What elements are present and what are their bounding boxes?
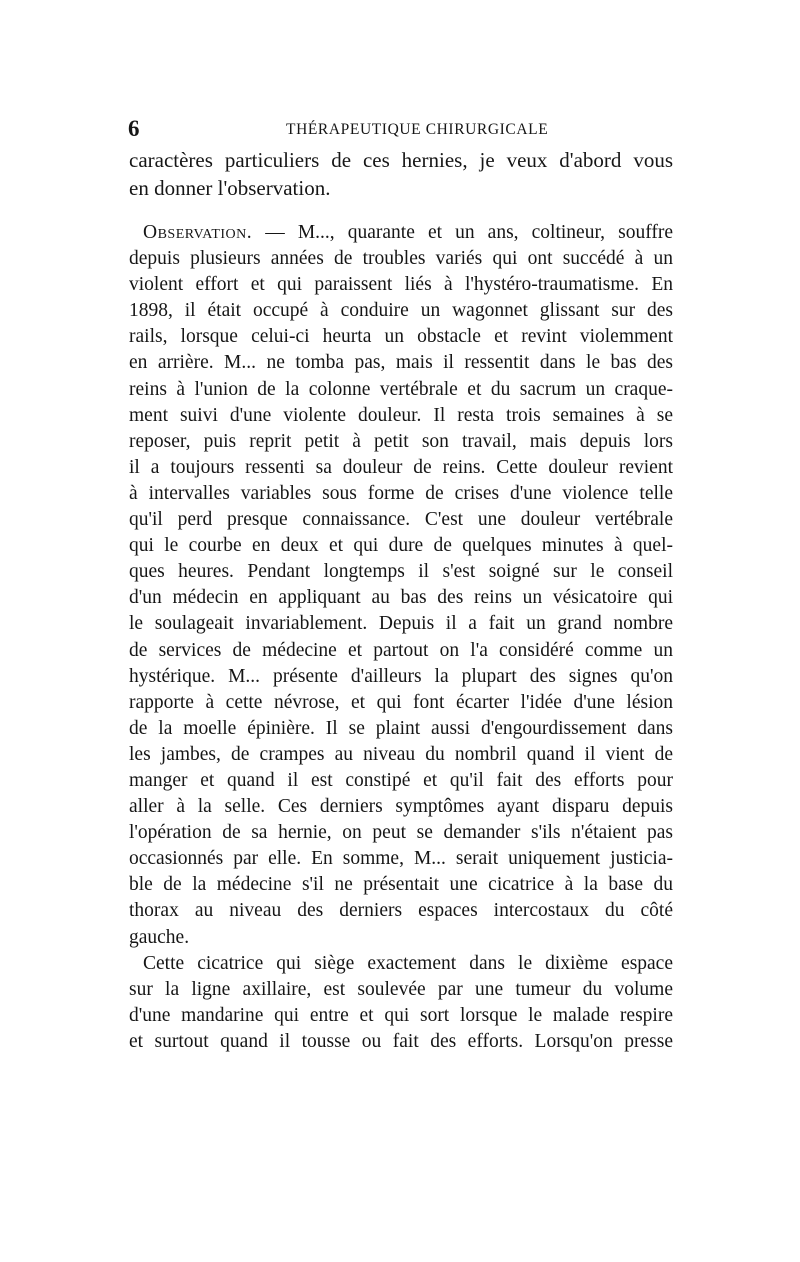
text-line: qu'il perd presque connaissance. C'est une douleur vertébrale (129, 509, 673, 531)
text-line: en donner l'observation. (129, 176, 331, 200)
text-line: manger et quand il est constipé et qu'il fait des efforts pour (129, 769, 673, 791)
text-line: reins à l'union de la colonne vertébrale et du sacrum un craque- (129, 378, 673, 400)
text-line: ment suivi d'une violente douleur. Il resta trois semaines à se (129, 404, 673, 426)
text-line: ques heures. Pendant longtemps il s'est soigné sur le conseil (129, 561, 673, 583)
text-line: sur la ligne axillaire, est soulevée par une tumeur du volume (129, 978, 673, 1000)
intro-paragraph (129, 146, 673, 202)
text-line: reposer, puis reprit petit à petit son travail, mais depuis lors (129, 430, 673, 452)
text-line: ble de la médecine s'il ne présentait une cicatrice à la base du (129, 874, 673, 896)
text-line: qui le courbe en deux et qui dure de quelques minutes à quel- (129, 535, 673, 557)
text-line: Cette cicatrice qui siège exactement dans le dixième espace (143, 952, 673, 974)
text-line: 1898, il était occupé à conduire un wagonnet glissant sur des (129, 300, 673, 322)
text-line: depuis plusieurs années de troubles variés qui ont succédé à un (129, 248, 673, 270)
text-line: d'un médecin en appliquant au bas des reins un vésicatoire qui (129, 587, 673, 609)
text-line: l'opération de sa hernie, on peut se demander s'ils n'étaient pas (129, 822, 673, 844)
text-line: aller à la selle. Ces derniers symptômes ayant disparu depuis (129, 796, 673, 818)
text-line: rapporte à cette névrose, et qui font écarter l'idée d'une lésion (129, 691, 673, 713)
text-line: rails, lorsque celui-ci heurta un obstacle et revint violemment (129, 326, 673, 348)
text-line: thorax au niveau des derniers espaces intercostaux du côté (129, 900, 673, 922)
text-line: il a toujours ressenti sa douleur de reins. Cette douleur revient (129, 456, 673, 478)
text-line: caractères particuliers de ces hernies, je veux d'abord vous (129, 148, 673, 172)
body-text (129, 146, 673, 1055)
page-header (124, 114, 678, 144)
text-line: de services de médecine et partout on l'a considéré comme un (129, 639, 673, 661)
text-line: occasionnés par elle. En somme, M... serait uniquement justicia- (129, 848, 673, 870)
running-head: THÉRAPEUTIQUE CHIRURGICALE (286, 121, 549, 138)
text-line: gauche. (129, 926, 190, 948)
text-line: en arrière. M... ne tomba pas, mais il ressentit dans le bas des (129, 352, 673, 374)
text-line: les jambes, de crampes au niveau du nombril quand il vient de (129, 743, 673, 765)
observation-first-line (129, 220, 673, 246)
observation-first-line-text: — M..., quarante et un ans, coltineur, souffre (252, 222, 673, 243)
text-line: d'une mandarine qui entre et qui sort lorsque le malade respire (129, 1004, 673, 1026)
text-line: à intervalles variables sous forme de crises d'une violence telle (129, 482, 673, 504)
text-line: de la moelle épinière. Il se plaint aussi d'engourdissement dans (129, 717, 673, 739)
text-line: et surtout quand il tousse ou fait des efforts. Lorsqu'on presse (129, 1030, 673, 1052)
page-number: 6 (128, 116, 140, 141)
observation-paragraph (129, 220, 673, 1055)
text-line: violent effort et qui paraissent liés à l'hystéro-traumatisme. En (129, 274, 673, 296)
observation-label: Observation. (143, 222, 253, 243)
text-line: le soulageait invariablement. Depuis il a fait un grand nombre (129, 613, 673, 635)
text-line: hystérique. M... présente d'ailleurs la plupart des signes qu'on (129, 665, 673, 687)
